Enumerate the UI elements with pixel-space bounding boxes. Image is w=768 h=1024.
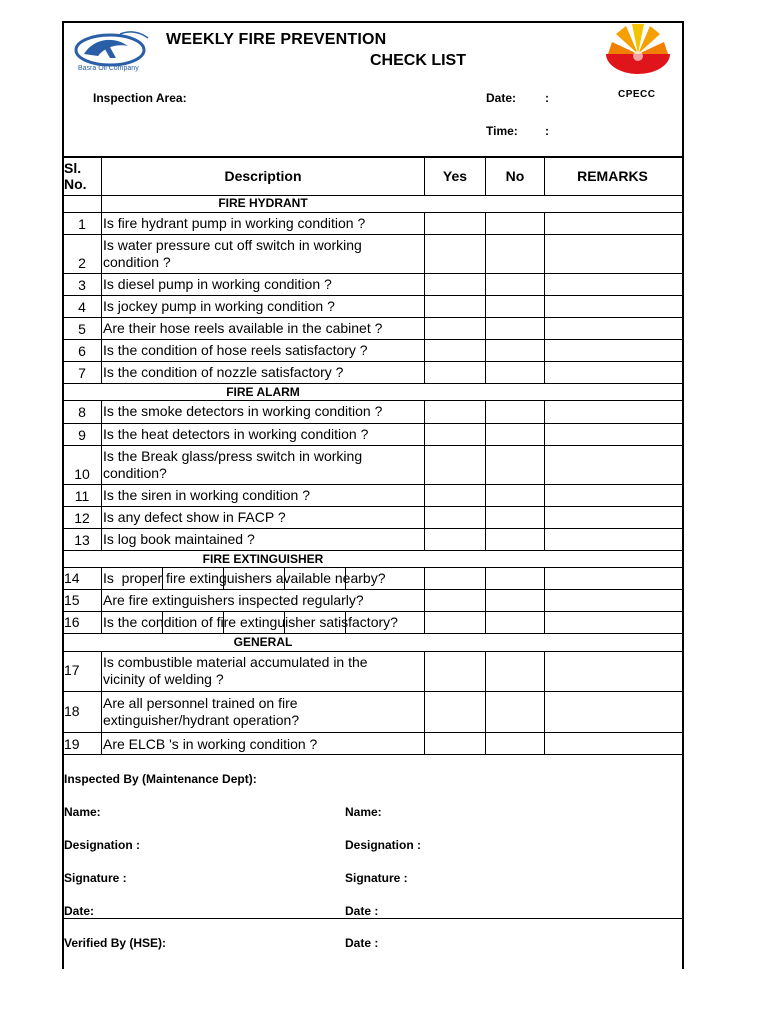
date-right-label: Date : [345,904,379,918]
section-fire-alarm: FIRE ALARM [226,385,300,399]
header-remarks: REMARKS [577,168,648,184]
item-number: 6 [78,343,86,359]
item-description: Is the heat detectors in working condition ? [103,426,369,442]
row-divider [62,339,682,340]
signature-left-label: Signature : [64,871,127,885]
item-number: 14 [64,570,80,586]
row-divider [62,567,682,568]
col-divider [101,195,102,212]
item-description: Is log book maintained ? [103,531,255,547]
item-number: 1 [78,216,86,232]
title-line-2: CHECK LIST [370,52,466,69]
time-label: Time: [486,124,518,138]
inspected-by-label: Inspected By (Maintenance Dept): [64,772,257,786]
col-divider [544,212,545,383]
item-number: 17 [64,662,80,678]
item-description: Is the condition of hose reels satisfactory ? [103,342,368,358]
row-divider [62,295,682,296]
row-divider [62,691,682,692]
table-top-border [62,156,682,158]
name-left-label: Name: [64,805,101,819]
col-divider [544,651,545,754]
item-number: 5 [78,321,86,337]
item-number: 11 [74,488,90,504]
time-colon: : [545,124,549,138]
col-divider [485,651,486,754]
item-description: Is proper fire extinguishers available nearby? [103,570,386,586]
col-divider [485,212,486,383]
inspection-area-label: Inspection Area: [93,91,187,105]
date-left-label: Date: [64,904,95,918]
item-description: Is the condition of nozzle satisfactory ? [103,364,344,380]
item-number: 7 [78,365,86,381]
header-no: No [505,168,525,184]
row-divider [62,445,682,446]
row-divider [62,273,682,274]
item-number: 3 [78,277,86,293]
section-fire-hydrant: FIRE HYDRANT [218,196,308,210]
header-description: Description [224,168,302,184]
col-divider [485,567,486,633]
item-number: 15 [64,592,80,608]
col-divider [424,567,425,633]
item-number: 18 [64,703,80,719]
item-description: Is the siren in working condition ? [103,487,310,503]
date-verified-label: Date : [345,936,379,950]
row-divider [62,651,682,652]
name-right-label: Name: [345,805,382,819]
row-divider [62,732,682,733]
row-divider [62,317,682,318]
section-fire-extinguisher: FIRE EXTINGUISHER [202,552,324,566]
item-number: 13 [74,532,90,548]
row-divider [62,589,682,590]
item-number: 8 [78,404,86,420]
col-divider [101,567,102,633]
item-description: Is the Break glass/press switch in working condition? [103,448,363,481]
verified-by-label: Verified By (HSE): [64,936,167,950]
item-description: Is water pressure cut off switch in working condition ? [103,237,362,270]
designation-right-label: Designation : [345,838,422,852]
item-description: Are fire extinguishers inspected regularly? [103,592,364,608]
col-divider [544,567,545,633]
cpecc-brand-text: CPECC [618,89,656,100]
row-divider [62,528,682,529]
row-divider [62,506,682,507]
title-line-1: WEEKLY FIRE PREVENTION [166,31,387,48]
col-divider [101,400,102,550]
item-number: 2 [78,255,86,271]
row-divider [62,754,682,755]
col-divider [101,212,102,383]
col-divider [424,212,425,383]
row-divider [62,484,682,485]
col-divider [544,400,545,550]
item-description: Are ELCB 's in working condition ? [103,736,318,752]
item-description: Are their hose reels available in the cabinet ? [103,320,383,336]
item-number: 12 [74,510,90,526]
item-description: Is combustible material accumulated in the vicinity of welding ? [103,654,368,687]
row-divider [62,400,682,401]
row-divider [62,361,682,362]
date-label: Date: [486,91,517,105]
logo-left-text: Basra Oil Company [78,65,139,72]
item-description: Is diesel pump in working condition ? [103,276,332,292]
header-sl-no: Sl. No. [64,160,87,192]
row-divider [62,611,682,612]
item-number: 9 [78,427,86,443]
basra-oil-logo [70,24,158,72]
row-divider [62,234,682,235]
signature-right-label: Signature : [345,871,408,885]
footer-divider [62,918,682,919]
date-colon: : [545,91,549,105]
item-description: Is any defect show in FACP ? [103,509,286,525]
item-description: Is jockey pump in working condition ? [103,298,335,314]
item-number: 19 [64,736,80,752]
row-divider [62,423,682,424]
row-divider [62,550,682,551]
item-description: Are all personnel trained on fire extinguisher/hydrant operation? [103,695,300,728]
item-description: Is the condition of fire extinguisher satisfactory? [103,614,398,630]
section-general: GENERAL [233,635,293,649]
col-divider [485,400,486,550]
row-divider [62,383,682,384]
col-divider [424,651,425,754]
item-number: 10 [74,466,90,482]
item-description: Is the smoke detectors in working condition ? [103,403,383,419]
header-yes: Yes [442,168,468,184]
designation-left-label: Designation : [64,838,141,852]
col-divider [424,400,425,550]
col-divider [101,651,102,754]
row-divider [62,633,682,634]
item-number: 4 [78,299,86,315]
item-description: Is fire hydrant pump in working condition ? [103,215,366,231]
row-divider [62,212,682,213]
item-number: 16 [64,614,80,630]
